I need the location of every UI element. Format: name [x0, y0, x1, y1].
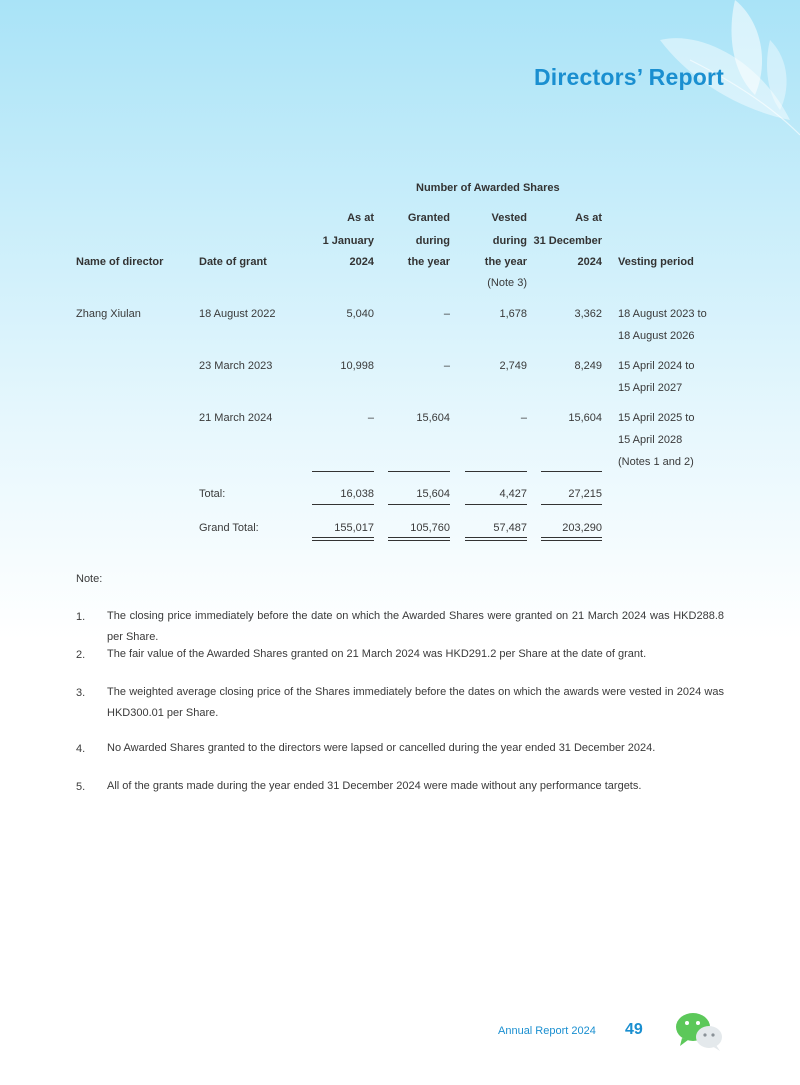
col-header-vested-note: (Note 3) [487, 277, 527, 289]
col-header-granted-line2: during [415, 235, 450, 247]
table-cell-granted: – [443, 360, 450, 372]
table-cell-vested: 2,749 [499, 360, 527, 372]
grand-total-vested: 57,487 [493, 522, 527, 534]
col-header-opening-line2: 1 January [322, 235, 374, 247]
note-text: The closing price immediately before the date on which the Awarded Shares were granted on 21 March 2024 was HKD288.8 per Share. [107, 610, 724, 643]
total-rule [312, 504, 374, 505]
subtotal-rule [541, 471, 602, 472]
note-number: 4. [76, 743, 86, 755]
note-number: 5. [76, 781, 86, 793]
notes-label: Note: [76, 573, 103, 585]
table-cell-vesting-note: (Notes 1 and 2) [618, 456, 694, 468]
table-cell-vesting: 15 April 2028 [618, 434, 683, 446]
total-opening: 16,038 [340, 488, 374, 500]
col-header-granted-line1: Granted [407, 212, 450, 224]
double-rule-bottom [388, 540, 450, 541]
table-cell-vesting: 15 April 2024 to [618, 360, 695, 372]
col-header-granted-line3: the year [407, 256, 450, 268]
total-rule [388, 504, 450, 505]
double-rule-top [541, 537, 602, 538]
col-header-opening-line1: As at [347, 212, 374, 224]
double-rule-bottom [312, 540, 374, 541]
col-header-closing-line1: As at [575, 212, 602, 224]
note-text: No Awarded Shares granted to the directors were lapsed or cancelled during the year ended 31 December 2024. [107, 742, 656, 754]
note-text: The weighted average closing price of the Shares immediately before the dates on which the awards were vested in 2024 was HKD300.01 per Share. [107, 686, 724, 719]
total-rule [465, 504, 527, 505]
table-cell-opening: – [367, 412, 374, 424]
table-cell-vesting: 15 April 2027 [618, 382, 683, 394]
total-granted: 15,604 [416, 488, 450, 500]
col-header-vesting: Vesting period [618, 256, 694, 268]
subtotal-rule [312, 471, 374, 472]
total-rule [541, 504, 602, 505]
table-cell-vesting: 15 April 2025 to [618, 412, 695, 424]
col-header-vested-line2: during [492, 235, 527, 247]
total-label: Total: [199, 488, 226, 500]
col-header-opening-line3: 2024 [349, 256, 374, 268]
col-header-closing-line3: 2024 [577, 256, 602, 268]
grand-total-label: Grand Total: [199, 522, 259, 534]
grand-total-closing: 203,290 [562, 522, 602, 534]
subtotal-rule [465, 471, 527, 472]
grand-total-granted: 105,760 [410, 522, 450, 534]
double-rule-top [465, 537, 527, 538]
note-number: 3. [76, 687, 86, 699]
subtotal-rule [388, 471, 450, 472]
total-closing: 27,215 [568, 488, 602, 500]
table-cell-closing: 8,249 [574, 360, 602, 372]
double-rule-bottom [465, 540, 527, 541]
table-row-date: 18 August 2022 [199, 308, 276, 320]
note-text: All of the grants made during the year ended 31 December 2024 were made without any performance targets. [107, 780, 642, 792]
table-row-date: 21 March 2024 [199, 412, 273, 424]
double-rule-top [312, 537, 374, 538]
col-header-vested-line3: the year [484, 256, 527, 268]
table-cell-vested: – [520, 412, 527, 424]
note-number: 1. [76, 611, 86, 623]
col-header-name: Name of director [76, 256, 164, 268]
page-number: 49 [625, 1021, 643, 1038]
table-cell-vesting: 18 August 2026 [618, 330, 695, 342]
table-cell-granted: 15,604 [416, 412, 450, 424]
table-cell-closing: 15,604 [568, 412, 602, 424]
table-cell-opening: 10,998 [340, 360, 374, 372]
table-cell-granted: – [443, 308, 450, 320]
footer-report-title: Annual Report 2024 [498, 1025, 596, 1037]
double-rule-top [388, 537, 450, 538]
group-header: Number of Awarded Shares [416, 182, 560, 194]
note-number: 2. [76, 649, 86, 661]
table-cell-vested: 1,678 [499, 308, 527, 320]
grand-total-opening: 155,017 [334, 522, 374, 534]
double-rule-bottom [541, 540, 602, 541]
wechat-logo-icon [674, 1010, 726, 1052]
col-header-closing-line2: 31 December [533, 235, 602, 247]
table-row-date: 23 March 2023 [199, 360, 273, 372]
note-text: The fair value of the Awarded Shares granted on 21 March 2024 was HKD291.2 per Share at the date of grant. [107, 648, 647, 660]
col-header-date: Date of grant [199, 256, 267, 268]
director-name: Zhang Xiulan [76, 308, 141, 320]
table-cell-opening: 5,040 [346, 308, 374, 320]
table-cell-vesting: 18 August 2023 to [618, 308, 707, 320]
page-title: Directors’ Report [533, 64, 724, 90]
total-vested: 4,427 [499, 488, 527, 500]
col-header-vested-line1: Vested [491, 212, 527, 224]
table-cell-closing: 3,362 [574, 308, 602, 320]
